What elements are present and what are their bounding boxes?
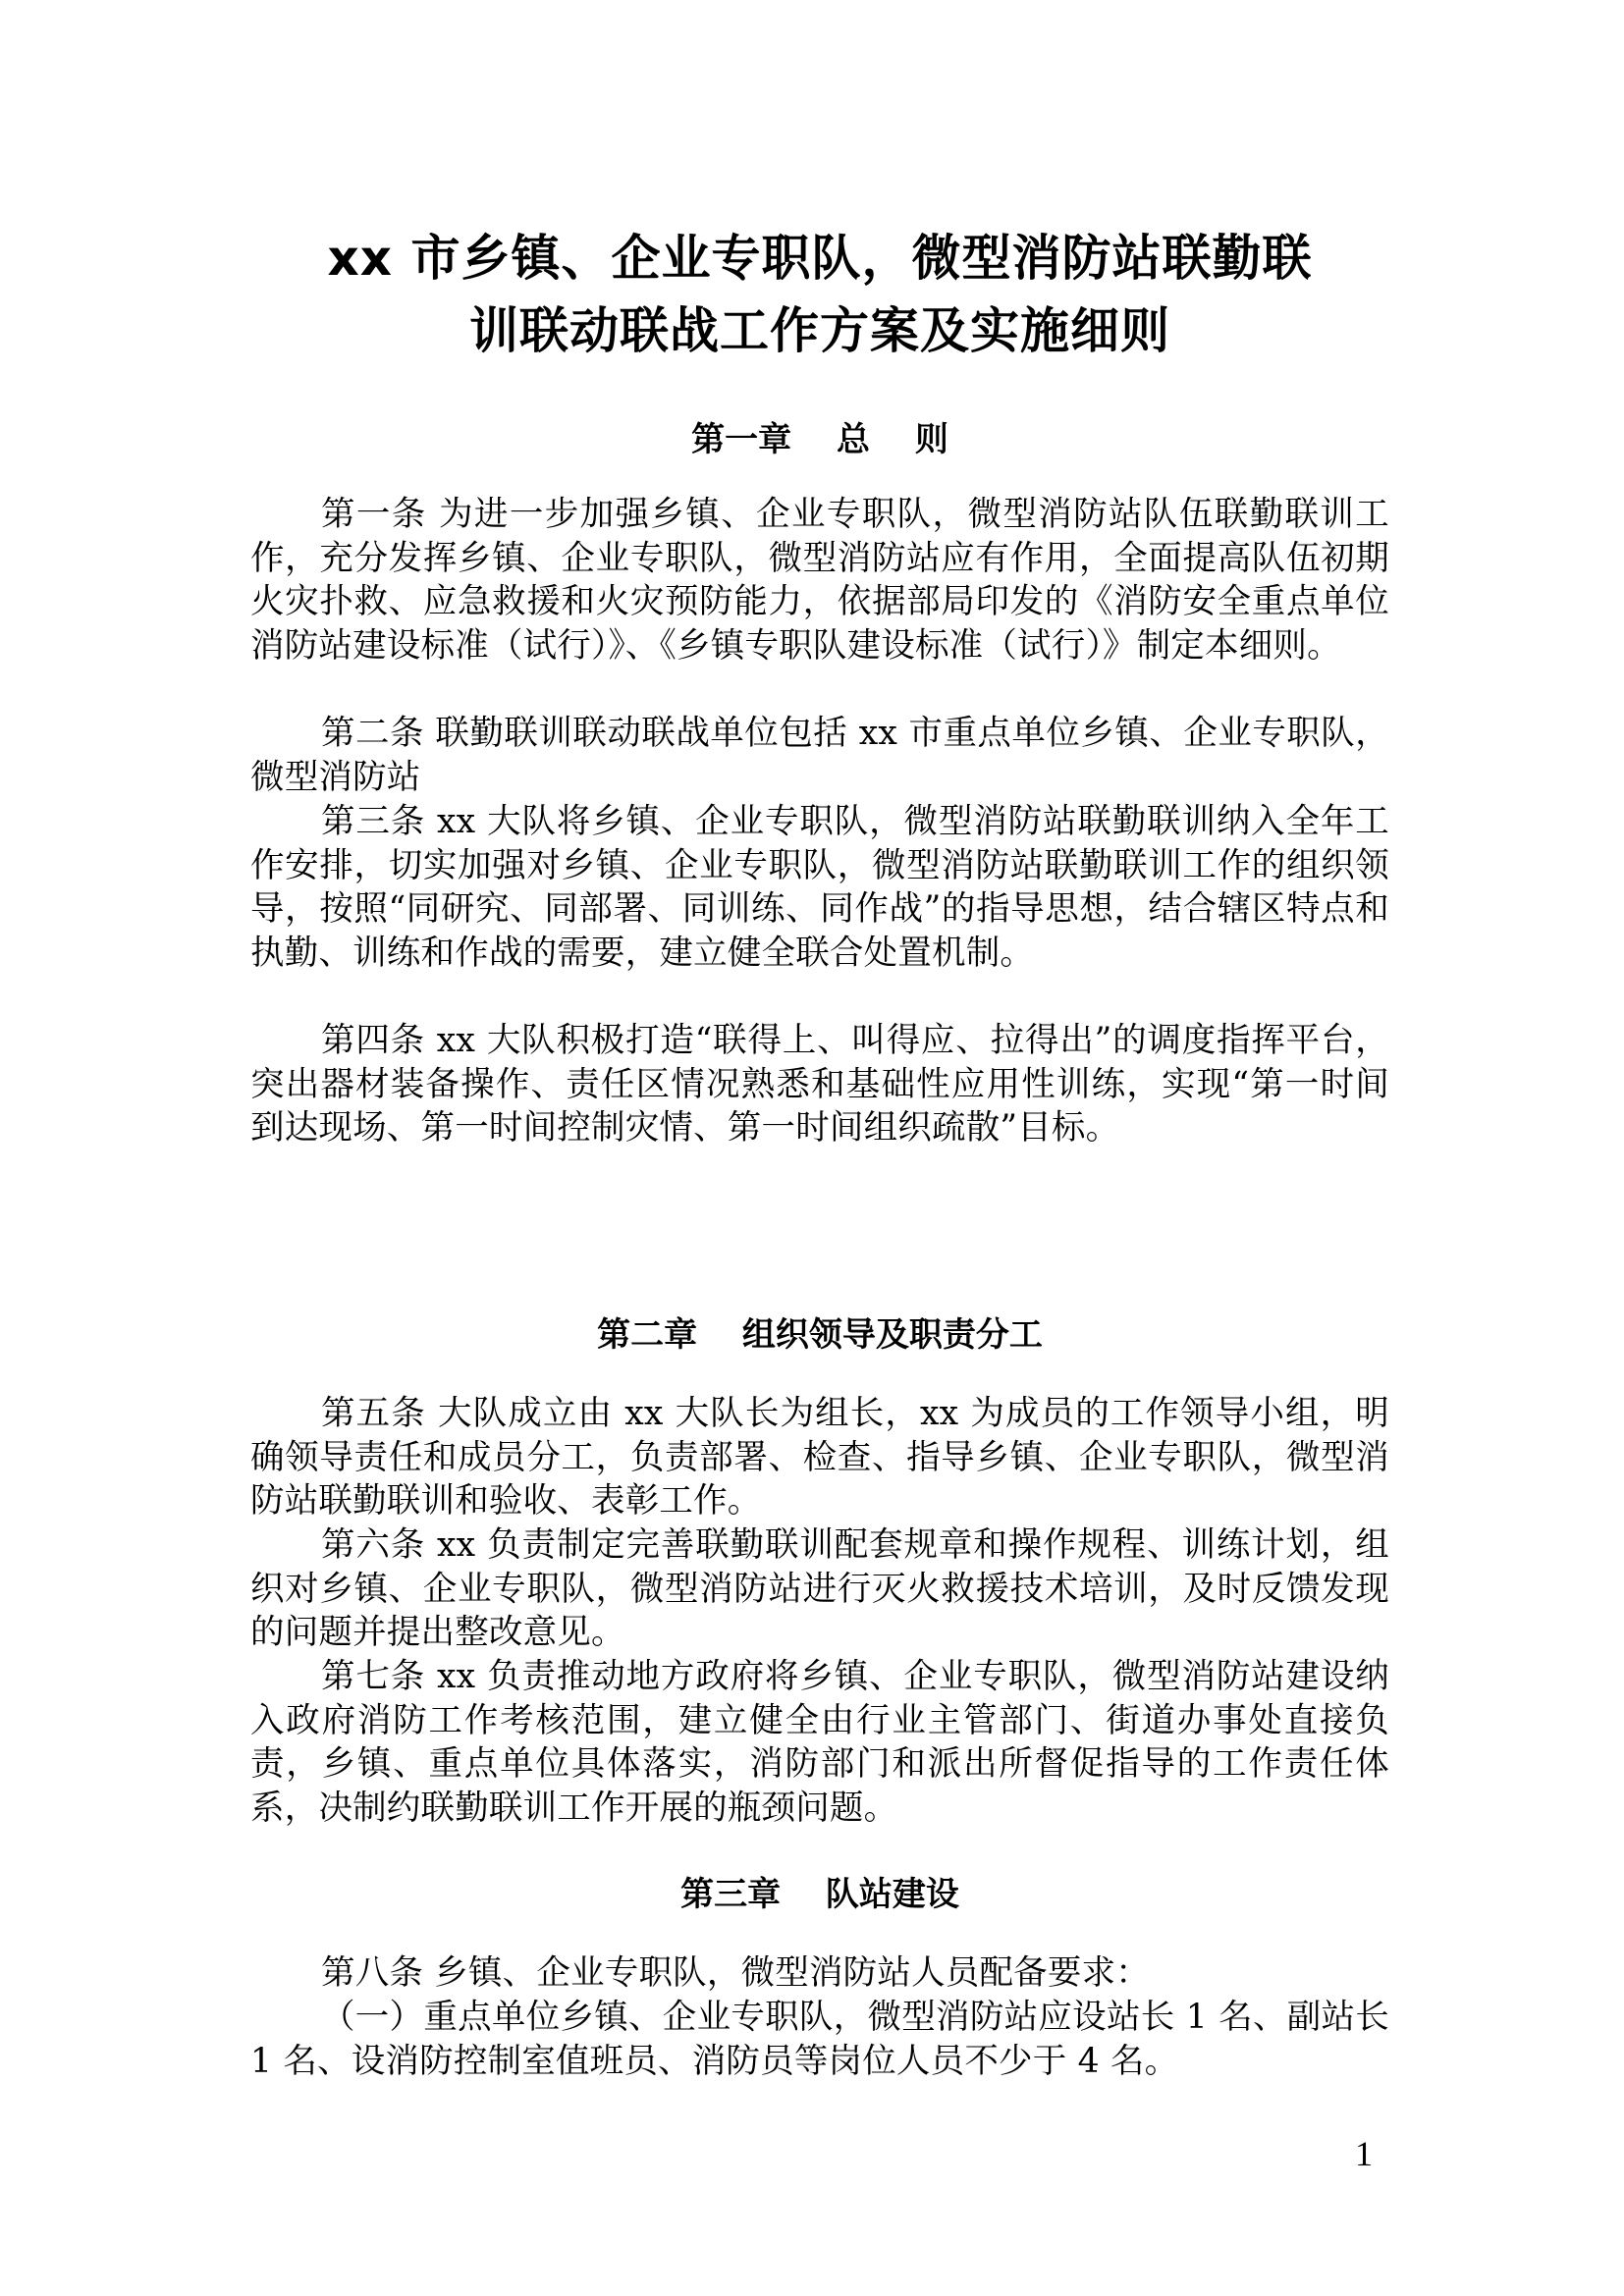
article-1: 第一条 为进一步加强乡镇、企业专职队，微型消防站队伍联勤联训工作，充分发挥乡镇、企业专职队，微型消防站应有作用，全面提高队伍初期火灾扑救、应急救援和火灾预防能力，依据部局印发的《消防安全重点单位消防站建设标准（试行）》、《乡镇专职队建设标准（试行）》制定本细则。 [250,495,1389,666]
chapter-3-heading: 第三章 队站建设 [680,1875,959,1914]
article-2: 第二条 联勤联训联动联战单位包括 xx 市重点单位乡镇、企业专职队，微型消防站 [250,714,1389,797]
chapter-1-heading: 第一章 总 则 [691,420,948,459]
chapter-2-heading: 第二章 组织领导及职责分工 [597,1315,1043,1355]
article-8: 第八条 乡镇、企业专职队，微型消防站人员配备要求： [321,1953,1150,1993]
document-title-line-1: xx 市乡镇、企业专职队，微型消防站联勤联 [327,230,1313,287]
document-title-line-2: 训联动联战工作方案及实施细则 [469,302,1170,359]
article-3: 第三条 xx 大队将乡镇、企业专职队，微型消防站联勤联训纳入全年工作安排，切实加强对乡镇、企业专职队，微型消防站联勤联训工作的组织领导，按照“同研究、同部署、同训练、同作战”的指导思想，结合辖区特点和执勤、训练和作战的需要，建立健全联合处置机制。 [250,802,1389,973]
article-6: 第六条 xx 负责制定完善联勤联训配套规章和操作规程、训练计划，组织对乡镇、企业专职队，微型消防站进行灭火救援技术培训，及时反馈发现的问题并提出整改意见。 [250,1525,1389,1653]
article-5: 第五条 大队成立由 xx 大队长为组长，xx 为成员的工作领导小组，明确领导责任和成员分工，负责部署、检查、指导乡镇、企业专职队，微型消防站联勤联训和验收、表彰工作。 [250,1394,1389,1522]
page-number: 1 [1355,2134,1373,2173]
document-title [250,222,1389,367]
article-4: 第四条 xx 大队积极打造“联得上、叫得应、拉得出”的调度指挥平台，突出器材装备操作、责任区情况熟悉和基础性应用性训练，实现“第一时间到达现场、第一时间控制灾情、第一时间组织疏散”目标。 [250,1021,1389,1148]
article-7: 第七条 xx 负责推动地方政府将乡镇、企业专职队，微型消防站建设纳入政府消防工作考核范围，建立健全由行业主管部门、街道办事处直接负责，乡镇、重点单位具体落实，消防部门和派出所督促指导的工作责任体系，决制约联勤联训工作开展的瓶颈问题。 [250,1657,1389,1828]
article-8-item-1: （一）重点单位乡镇、企业专职队，微型消防站应设站长 1 名、副站长 1 名、设消防控制室值班员、消防员等岗位人员不少于 4 名。 [250,1998,1389,2081]
